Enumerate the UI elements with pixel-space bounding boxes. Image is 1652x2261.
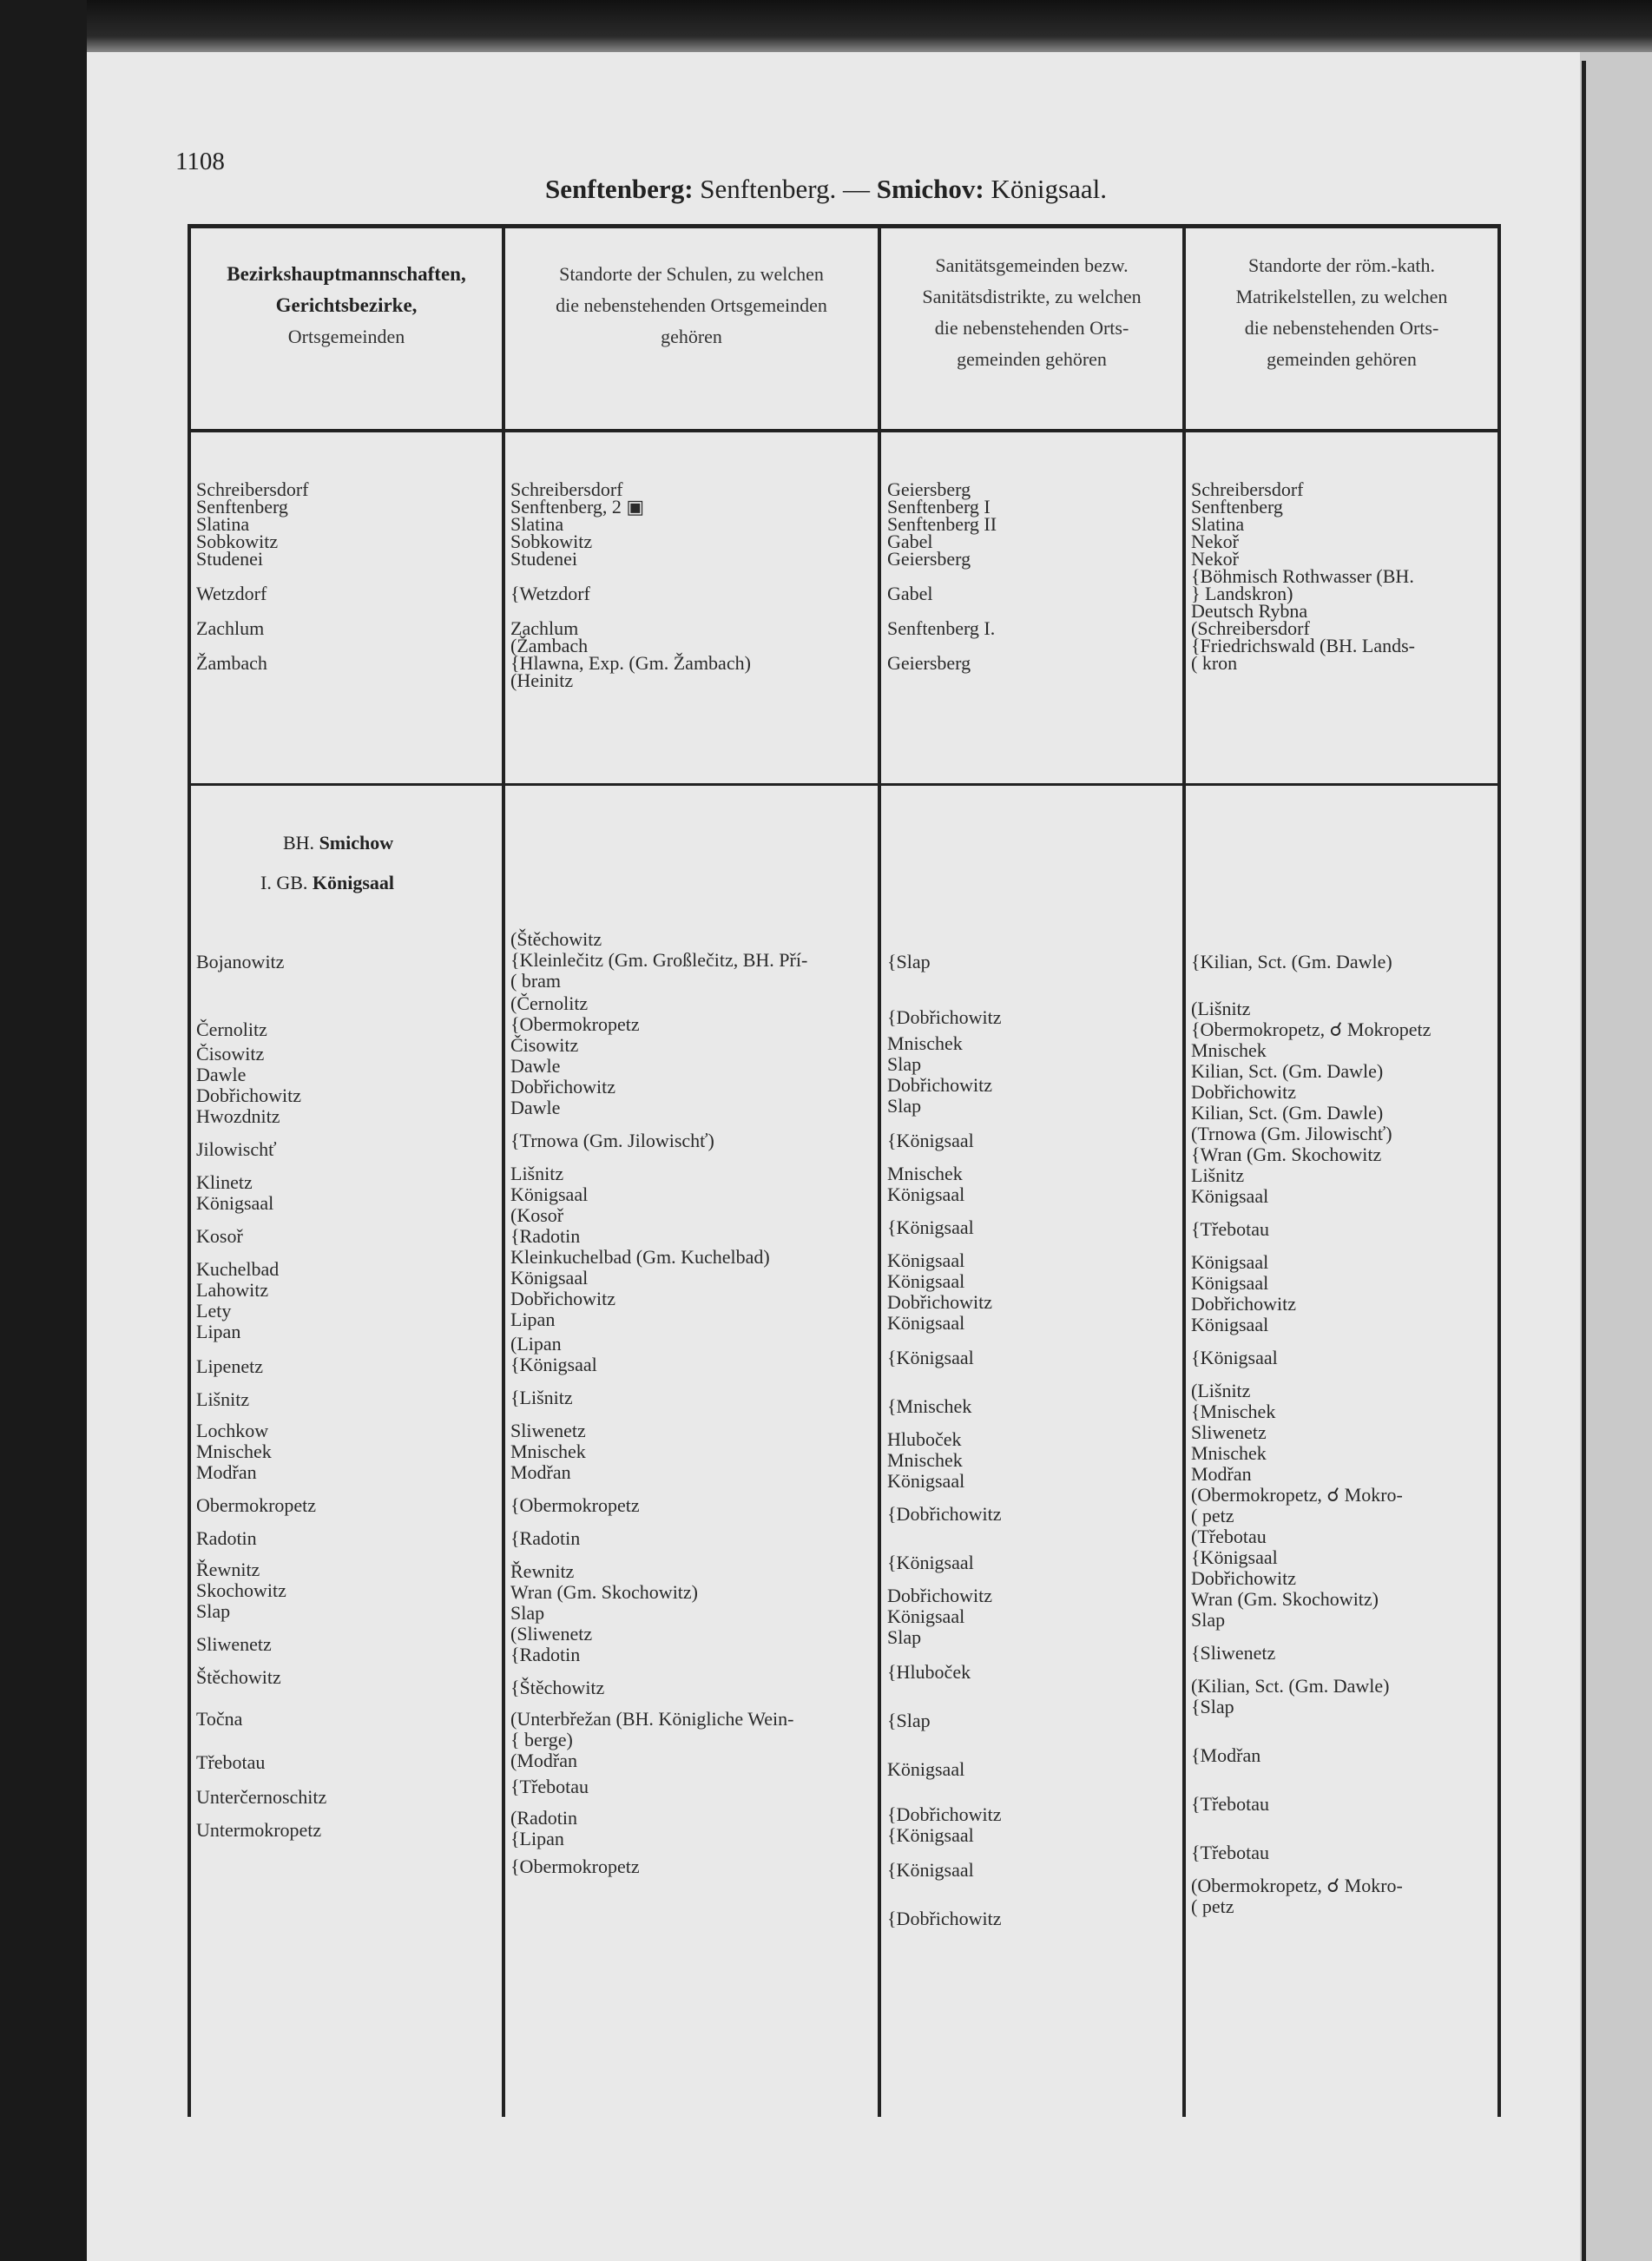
entry-col4: ( kron — [1191, 652, 1238, 674]
entry-col2: Wran (Gm. Skochowitz) — [510, 1581, 699, 1603]
entry-col2: Dawle — [510, 1097, 561, 1118]
column-rule-0 — [188, 224, 191, 2117]
entry-col4: Mnischek — [1191, 1039, 1267, 1061]
entry-col1: Řewnitz — [196, 1559, 260, 1580]
entry-col1: Obermokropetz — [196, 1494, 317, 1516]
entry-col1: Kosoř — [196, 1225, 243, 1247]
entry-col1: Hwozdnitz — [196, 1105, 280, 1127]
entry-col2: {Königsaal — [510, 1354, 597, 1375]
entry-col4: Königsaal — [1191, 1314, 1269, 1335]
entry-col3: {Slap — [887, 1710, 931, 1731]
entry-col4: Mnischek — [1191, 1442, 1267, 1464]
entry-col4: Wran (Gm. Skochowitz) — [1191, 1588, 1379, 1610]
entry-col4: } Landskron) — [1191, 583, 1293, 604]
entry-col3: {Dobřichowitz — [887, 1503, 1002, 1525]
entry-col1: Jilowischť — [196, 1138, 277, 1160]
entry-col1: Lochkow — [196, 1420, 269, 1441]
entry-col3: Senftenberg II — [887, 513, 997, 535]
entry-col2: Zachlum — [510, 617, 579, 639]
entry-col2: (Žambach — [510, 635, 589, 656]
column-header-municipalities: Bezirkshauptmannschaften, Gerichtsbezirke, Ortsgemeinden — [227, 263, 466, 347]
entry-col2: {Radotin — [510, 1527, 581, 1549]
entry-col1: Černolitz — [196, 1018, 267, 1040]
entry-col4: Kilian, Sct. (Gm. Dawle) — [1191, 1102, 1384, 1124]
entry-col2: Slap — [510, 1602, 545, 1624]
column-rule-2 — [878, 224, 881, 2117]
entry-col3: Königsaal — [887, 1470, 965, 1492]
scan-right-line — [1582, 61, 1586, 2261]
entry-col2: (Černolitz — [510, 992, 589, 1014]
entry-col2: Senftenberg, 2 ▣ — [510, 496, 645, 517]
entry-col4: {Sliwenetz — [1191, 1642, 1276, 1664]
entry-col1: Unterčernoschitz — [196, 1786, 327, 1808]
entry-col4: Slap — [1191, 1609, 1226, 1631]
entry-col4: Königsaal — [1191, 1272, 1269, 1294]
entry-col3: Mnischek — [887, 1449, 963, 1471]
section-rule — [188, 783, 1501, 786]
entry-col2: {Štěchowitz — [510, 1677, 605, 1698]
column-header-parish-registers: Standorte der röm.-kath. Matrikelstellen, zu welchen die nebenstehenden Orts- gemeinden gehören — [1235, 254, 1448, 370]
gazetteer-table — [188, 224, 1501, 2117]
section-title-court: I. GB. Königsaal — [260, 872, 395, 893]
entry-col2: {Hlawna, Exp. (Gm. Žambach) — [510, 652, 751, 674]
entry-col3: Mnischek — [887, 1032, 963, 1054]
entry-col3: Gabel — [887, 531, 933, 552]
entry-col2: (Sliwenetz — [510, 1623, 593, 1645]
entry-col4: {Wran (Gm. Skochowitz — [1191, 1144, 1382, 1165]
entry-col4: Dobřichowitz — [1191, 1081, 1296, 1103]
entry-col3: Königsaal — [887, 1605, 965, 1627]
column-header-schools: Standorte der Schulen, zu welchen die nebenstehenden Ortsgemeinden gehören — [556, 263, 827, 347]
entry-col3: Dobřichowitz — [887, 1585, 992, 1606]
entry-col2: Dobřichowitz — [510, 1076, 615, 1098]
entry-col3: {Dobřichowitz — [887, 1006, 1002, 1028]
entry-col1: Dawle — [196, 1064, 247, 1085]
entry-col4: (Schreibersdorf — [1191, 617, 1310, 639]
entry-col2: {Wetzdorf — [510, 583, 590, 604]
entry-col3: {Königsaal — [887, 1130, 974, 1151]
entry-col2: {Třebotau — [510, 1776, 589, 1797]
entry-col1: Skochowitz — [196, 1579, 286, 1601]
entry-col1: Untermokropetz — [196, 1819, 322, 1841]
entry-col2: {Obermokropetz — [510, 1013, 640, 1035]
entry-col1: Lety — [196, 1300, 232, 1322]
entry-col4: {Modřan — [1191, 1744, 1261, 1766]
entry-col4: ( petz — [1191, 1505, 1234, 1526]
entry-col2: (Kosoř — [510, 1204, 564, 1226]
entry-col3: Königsaal — [887, 1758, 965, 1780]
entry-col4: {Friedrichswald (BH. Lands- — [1191, 635, 1416, 656]
entry-col1: Sliwenetz — [196, 1633, 272, 1655]
entry-col2: (Lipan — [510, 1333, 562, 1355]
entry-col3: Königsaal — [887, 1312, 965, 1334]
entry-col2: (Štěchowitz — [510, 928, 602, 950]
entry-col2: Schreibersdorf — [510, 478, 623, 500]
entry-col4: {Třebotau — [1191, 1793, 1269, 1815]
entry-col4: Slatina — [1191, 513, 1245, 535]
entry-col4: (Trnowa (Gm. Jilowischť) — [1191, 1123, 1392, 1144]
entry-col1: Štěchowitz — [196, 1666, 281, 1688]
entry-col2: Čisowitz — [510, 1034, 579, 1056]
entry-col3: {Königsaal — [887, 1216, 974, 1238]
column-rule-4 — [1497, 224, 1501, 2117]
header-text-2: Königsaal. — [984, 174, 1107, 204]
entry-col3: {Königsaal — [887, 1824, 974, 1846]
entry-col2: {Radotin — [510, 1225, 581, 1247]
entry-col4: Kilian, Sct. (Gm. Dawle) — [1191, 1060, 1384, 1082]
entry-col3: Senftenberg I. — [887, 617, 996, 639]
entry-col3: Slap — [887, 1626, 922, 1648]
entry-col4: Königsaal — [1191, 1185, 1269, 1207]
entry-col2: Slatina — [510, 513, 564, 535]
header-district-1: Senftenberg: — [545, 174, 694, 204]
entry-col4: (Obermokropetz, ☌ Mokro- — [1191, 1875, 1403, 1896]
entry-col4: Nekoř — [1191, 531, 1239, 552]
entry-col2: Studenei — [510, 548, 577, 570]
entry-col2: Königsaal — [510, 1267, 589, 1289]
entry-col4: Lišnitz — [1191, 1164, 1245, 1186]
entry-col4: (Obermokropetz, ☌ Mokro- — [1191, 1484, 1403, 1506]
entry-col4: Dobřichowitz — [1191, 1293, 1296, 1315]
entry-col2: Dobřichowitz — [510, 1288, 615, 1309]
header-district-2: Smichov: — [876, 174, 984, 204]
entry-col1: Kuchelbad — [196, 1258, 280, 1280]
entry-col1: Žambach — [196, 652, 267, 674]
entry-col2: {Kleinlečitz (Gm. Großlečitz, BH. Pří- — [510, 949, 808, 971]
entry-col3: Königsaal — [887, 1183, 965, 1205]
entry-col2: {Obermokropetz — [510, 1856, 640, 1877]
table-top-rule — [188, 224, 1501, 228]
entry-col3: Dobřichowitz — [887, 1291, 992, 1313]
entry-col4: {Třebotau — [1191, 1218, 1269, 1240]
entry-col2: {Lišnitz — [510, 1387, 573, 1408]
entry-col3: Slap — [887, 1095, 922, 1117]
entry-col2: Sobkowitz — [510, 531, 593, 552]
entry-col3: Geiersberg — [887, 478, 971, 500]
page-number: 1108 — [175, 148, 225, 175]
entry-col4: Königsaal — [1191, 1251, 1269, 1273]
entry-col2: Řewnitz — [510, 1560, 575, 1582]
entry-col2: Kleinkuchelbad (Gm. Kuchelbad) — [510, 1246, 770, 1268]
entry-col3: {Slap — [887, 951, 931, 972]
entry-col2: {Radotin — [510, 1644, 581, 1665]
entry-col1: Radotin — [196, 1527, 257, 1549]
entry-col4: Senftenberg — [1191, 496, 1283, 517]
column-rule-1 — [502, 224, 505, 2117]
entry-col4: {Mnischek — [1191, 1401, 1276, 1422]
entry-col4: Modřan — [1191, 1463, 1252, 1485]
entry-col3: Gabel — [887, 583, 933, 604]
entry-col3: {Dobřichowitz — [887, 1803, 1002, 1825]
entry-col4: {Königsaal — [1191, 1347, 1278, 1368]
table-header-rule — [188, 429, 1501, 432]
scan-right-edge — [1580, 52, 1652, 2261]
entry-col1: Studenei — [196, 548, 263, 570]
entry-col1: Klinetz — [196, 1171, 253, 1193]
header-text-1: Senftenberg. — — [693, 174, 877, 204]
entry-col1: Slap — [196, 1600, 231, 1622]
entry-col1: Lišnitz — [196, 1388, 250, 1410]
entry-col3: Königsaal — [887, 1270, 965, 1292]
entry-col3: {Königsaal — [887, 1859, 974, 1881]
entry-col1: Slatina — [196, 513, 250, 535]
entry-col4: {Königsaal — [1191, 1546, 1278, 1568]
entry-col4: {Slap — [1191, 1696, 1234, 1717]
entry-col2: Modřan — [510, 1461, 571, 1483]
entry-col1: Lipenetz — [196, 1355, 263, 1377]
entry-col4: (Lišnitz — [1191, 998, 1251, 1019]
entry-col3: Senftenberg I — [887, 496, 991, 517]
entry-col3: {Mnischek — [887, 1395, 972, 1417]
entry-col2: (Radotin — [510, 1807, 577, 1829]
entry-col3: Königsaal — [887, 1249, 965, 1271]
entry-col4: {Třebotau — [1191, 1842, 1269, 1863]
entry-col2: {Lipan — [510, 1828, 564, 1849]
entry-col1: Mnischek — [196, 1440, 272, 1462]
section-title-district: BH. Smichow — [283, 832, 394, 854]
entry-col2: Mnischek — [510, 1440, 586, 1462]
entry-col3: {Dobřichowitz — [887, 1908, 1002, 1929]
entry-col4: Schreibersdorf — [1191, 478, 1304, 500]
entry-col3: Geiersberg — [887, 548, 971, 570]
entry-col1: Točna — [196, 1708, 243, 1730]
entry-col1: Třebotau — [196, 1751, 266, 1773]
entry-col3: {Königsaal — [887, 1552, 974, 1573]
column-rule-3 — [1182, 224, 1186, 2117]
entry-col4: (Třebotau — [1191, 1526, 1267, 1547]
entry-col1: Bojanowitz — [196, 951, 285, 972]
page-header — [0, 174, 1652, 205]
entry-col3: Geiersberg — [887, 652, 971, 674]
entry-col4: {Kilian, Sct. (Gm. Dawle) — [1191, 951, 1392, 972]
entry-col1: Wetzdorf — [196, 583, 267, 604]
entry-col4: ( petz — [1191, 1895, 1234, 1917]
entry-col2: (Heinitz — [510, 669, 574, 691]
entry-col2: Königsaal — [510, 1183, 589, 1205]
entry-col2: Sliwenetz — [510, 1420, 586, 1441]
entry-col2: (Unterbřežan (BH. Königliche Wein- — [510, 1708, 794, 1730]
entry-col4: {Obermokropetz, ☌ Mokropetz — [1191, 1018, 1432, 1040]
entry-col4: (Kilian, Sct. (Gm. Dawle) — [1191, 1675, 1390, 1697]
entry-col2: ( bram — [510, 970, 562, 992]
entry-col2: { berge) — [510, 1729, 573, 1750]
entry-col3: Slap — [887, 1053, 922, 1075]
entry-col3: Dobřichowitz — [887, 1074, 992, 1096]
entry-col2: Dawle — [510, 1055, 561, 1077]
entry-col1: Königsaal — [196, 1192, 274, 1214]
entry-col1: Sobkowitz — [196, 531, 279, 552]
entry-col2: Lipan — [510, 1308, 556, 1330]
entry-col1: Schreibersdorf — [196, 478, 309, 500]
entry-col2: (Modřan — [510, 1750, 577, 1771]
column-header-sanitary-districts: Sanitätsgemeinden bezw. Sanitätsdistrikte, zu welchen die nebenstehenden Orts- gemeinden gehören — [922, 254, 1142, 370]
entry-col4: Nekoř — [1191, 548, 1239, 570]
entry-col4: Deutsch Rybna — [1191, 600, 1308, 622]
entry-col2: Lišnitz — [510, 1163, 564, 1184]
entry-col1: Senftenberg — [196, 496, 288, 517]
entry-col3: Hluboček — [887, 1428, 962, 1450]
entry-col2: {Trnowa (Gm. Jilowischť) — [510, 1130, 714, 1151]
entry-col4: Dobřichowitz — [1191, 1567, 1296, 1589]
entry-col1: Lahowitz — [196, 1279, 269, 1301]
entry-col1: Lipan — [196, 1321, 241, 1342]
entry-col4: (Lišnitz — [1191, 1380, 1251, 1401]
entry-col4: {Böhmisch Rothwasser (BH. — [1191, 565, 1414, 587]
entry-col3: Mnischek — [887, 1163, 963, 1184]
entry-col1: Čisowitz — [196, 1043, 265, 1065]
entry-col1: Modřan — [196, 1461, 257, 1483]
entry-col1: Dobřichowitz — [196, 1084, 301, 1106]
entry-col2: {Obermokropetz — [510, 1494, 640, 1516]
entry-col1: Zachlum — [196, 617, 265, 639]
entry-col3: {Hluboček — [887, 1661, 971, 1683]
entry-col4: Sliwenetz — [1191, 1421, 1267, 1443]
entry-col3: {Königsaal — [887, 1347, 974, 1368]
